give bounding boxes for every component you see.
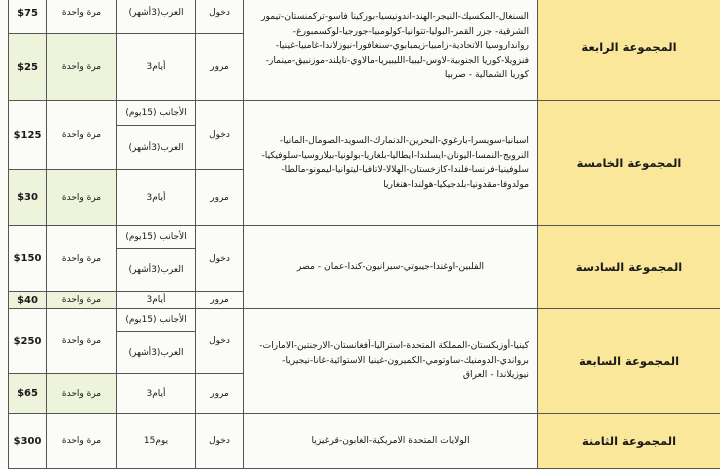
entry-frequency: مرة واحدة bbox=[47, 101, 117, 170]
group-name: المجموعة الخامسة bbox=[538, 101, 720, 226]
visa-fee-table bbox=[8, 0, 720, 469]
country-list: السنغال-المكسيك-النيجر-الهند-اندونيسيا-بوركينا فاسو-تركمنستان-تيمور الشرقية- جزر القمر-البوليا-تتوانيا-كولومبيا-جورجيا-لوكسمبورغ-روانداروسيا الاتحادية-زامبيا-زيمبابوي-سنغافورا-نيوزلاندا-غامبيا-غينيا-فنزويلا-كوريا الجنوبية-لاوس-ليبيا-الليبيريا-مالاوي-تايلند-موزنبيق-مينمار-كوريا الشمالية - صربيا bbox=[244, 0, 538, 101]
transit-duration: 3أيام bbox=[117, 34, 196, 101]
transit-duration: 3أيام bbox=[117, 292, 196, 309]
table-row bbox=[9, 0, 720, 34]
entry-type: دخول bbox=[196, 101, 244, 170]
transit-duration: 3أيام bbox=[117, 374, 196, 414]
entry-duration-arab: العرب(3أشهر) bbox=[117, 332, 196, 374]
entry-duration: العرب(3أشهر) bbox=[117, 0, 196, 34]
transit-price: $65 bbox=[9, 374, 47, 414]
table-row bbox=[9, 226, 720, 249]
country-list: الفلبين-اوغندا-جيبوتي-سيرانيون-كندا-عمان - مصر bbox=[244, 226, 538, 309]
entry-duration-arab: العرب(3أشهر) bbox=[117, 249, 196, 292]
group-name: المجموعة الرابعة bbox=[538, 0, 720, 101]
entry-type: دخول bbox=[196, 0, 244, 34]
table-row bbox=[9, 414, 720, 469]
entry-price: $300 bbox=[9, 414, 47, 469]
entry-duration-arab: العرب(3أشهر) bbox=[117, 126, 196, 170]
transit-type: مرور bbox=[196, 374, 244, 414]
transit-price: $30 bbox=[9, 170, 47, 226]
entry-price: $75 bbox=[9, 0, 47, 34]
transit-frequency: مرة واحدة bbox=[47, 292, 117, 309]
transit-frequency: مرة واحدة bbox=[47, 34, 117, 101]
country-list: اسبانيا-سويسرا-بارغوي-البحرين-الدنمارك-السويد-الصومال-المانيا-النرويج-النمسا-اليونان-ايسلندا-ايطاليا-بلغاريا-بولونيا-بيلاروسيا-سلوفيكيا-سلوفينيا-فرنسا-فلندا-كازخستان-الهلالا-لاتافيا-ليتوانيا-ليمونو-مالطا-مولدوفا-مقدونيا-بلدجيكيا-هولندا-هنغاريا bbox=[244, 101, 538, 226]
country-list: كينيا-أوزبكستان-المملكة المتحدة-استراليا-أفغانستان-الارجنتين-الامارات-برواندي-الدومنيك-ساوتومي-الكميرون-غينيا الاستوائية-غانا-نيجيريا-نيوزيلاندا - العراق bbox=[244, 309, 538, 414]
country-list: الولايات المتحدة الامريكية-الغابون-قرغيزيا bbox=[244, 414, 538, 469]
entry-type: دخول bbox=[196, 309, 244, 374]
entry-duration-foreign: الأجانب (15يوم) bbox=[117, 226, 196, 249]
group-name: المجموعة السادسة bbox=[538, 226, 720, 309]
transit-frequency: مرة واحدة bbox=[47, 170, 117, 226]
entry-duration-foreign: الأجانب (15يوم) bbox=[117, 101, 196, 126]
transit-duration: 3أيام bbox=[117, 170, 196, 226]
transit-type: مرور bbox=[196, 34, 244, 101]
table-row bbox=[9, 309, 720, 332]
entry-duration-foreign: الأجانب (15يوم) bbox=[117, 309, 196, 332]
entry-type: دخول bbox=[196, 414, 244, 469]
transit-type: مرور bbox=[196, 292, 244, 309]
group-name: المجموعة الثامنة bbox=[538, 414, 720, 469]
entry-frequency: مرة واحدة bbox=[47, 414, 117, 469]
entry-price: $250 bbox=[9, 309, 47, 374]
group-name: المجموعة السابعة bbox=[538, 309, 720, 414]
entry-frequency: مرة واحدة bbox=[47, 226, 117, 292]
entry-price: $150 bbox=[9, 226, 47, 292]
transit-type: مرور bbox=[196, 170, 244, 226]
entry-frequency: مرة واحدة bbox=[47, 0, 117, 34]
table-row bbox=[9, 101, 720, 126]
entry-price: $125 bbox=[9, 101, 47, 170]
entry-duration: 15يوم bbox=[117, 414, 196, 469]
entry-type: دخول bbox=[196, 226, 244, 292]
entry-frequency: مرة واحدة bbox=[47, 309, 117, 374]
transit-price: $40 bbox=[9, 292, 47, 309]
transit-frequency: مرة واحدة bbox=[47, 374, 117, 414]
transit-price: $25 bbox=[9, 34, 47, 101]
